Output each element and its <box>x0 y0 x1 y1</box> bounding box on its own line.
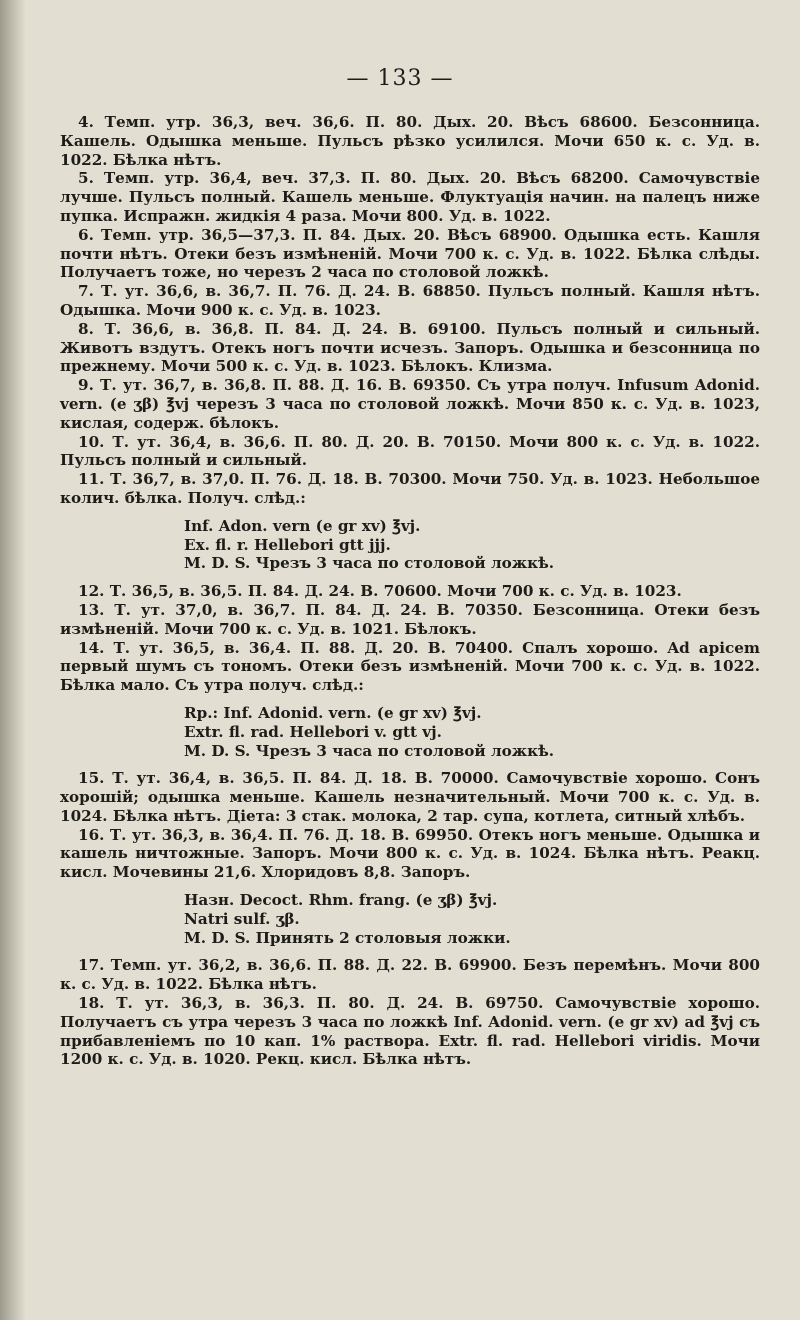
entry-4: 4. Темп. утр. 36,3, веч. 36,6. П. 80. Дых. 20. Вѣсъ 68600. Безсонница. Кашель. Одышка меньше. Пульсъ рѣзко усилился. Мочи 650 к. с. Уд. в. 1022. Бѣлка нѣтъ. <box>60 113 760 169</box>
prescription-2-line-1: Rp.: Inf. Adonid. vern. (e gr xv) ℥vj. <box>184 703 482 722</box>
entry-18: 18. Т. ут. 36,3, в. 36,3. П. 80. Д. 24. В. 69750. Самочувствіе хорошо. Получаетъ съ утра черезъ 3 часа по ложкѣ Inf. Adonid. vern. (e gr xv) ad ℥vj съ прибавленіемъ по 10 кап. 1% раствора. Extr. fl. rad. Hellebori viridis. Мочи 1200 к. с. Уд. в. 1020. Рекц. кисл. Бѣлка нѣтъ. <box>60 994 760 1069</box>
page-body <box>60 113 760 1069</box>
entry-13: 13. Т. ут. 37,0, в. 36,7. П. 84. Д. 24. В. 70350. Безсонница. Отеки безъ измѣненій. Мочи 700 к. с. Уд. в. 1021. Бѣлокъ. <box>60 600 760 638</box>
entry-8: 8. Т. 36,6, в. 36,8. П. 84. Д. 24. В. 69100. Пульсъ полный и сильный. Животъ вздутъ. Отекъ ногъ почти исчезъ. Запоръ. Одышка и безсонница по прежнему. Мочи 500 к. с. Уд. в. 1023. Бѣлокъ. Клизма. <box>60 319 760 376</box>
prescription-2-line-2: Extr. fl. rad. Hellebori v. gtt vj. <box>184 722 442 741</box>
prescription-2-line-3: M. D. S. Чрезъ 3 часа по столовой ложкѣ. <box>184 741 555 760</box>
page-number: — 133 — <box>346 66 454 91</box>
entry-12: 12. Т. 36,5, в. 36,5. П. 84. Д. 24. В. 70600. Мочи 700 к. с. Уд. в. 1023. <box>78 582 682 601</box>
prescription-3-line-3: M. D. S. Принять 2 столовыя ложки. <box>184 928 511 947</box>
entry-11: 11. Т. 36,7, в. 37,0. П. 76. Д. 18. В. 70300. Мочи 750. Уд. в. 1023. Небольшое колич. бѣлка. Получ. слѣд.: <box>60 470 760 507</box>
entry-15: 15. Т. ут. 36,4, в. 36,5. П. 84. Д. 18. В. 70000. Самочувствіе хорошо. Сонъ хорошій; одышка меньше. Кашель незначительный. Мочи 700 к. с. Уд. в. 1024. Бѣлка нѣтъ. Діета: 3 стак. молока, 2 тар. супа, котлета, ситный хлѣбъ. <box>60 769 760 825</box>
page-spine-shadow <box>0 0 26 1320</box>
entry-10: 10. Т. ут. 36,4, в. 36,6. П. 80. Д. 20. В. 70150. Мочи 800 к. с. Уд. в. 1022. Пульсъ полный и сильный. <box>60 432 760 470</box>
prescription-1-line-2: Ex. fl. r. Hellebori gtt jjj. <box>184 535 391 554</box>
prescription-1-line-1: Inf. Adon. vern (e gr xv) ℥vj. <box>184 516 421 535</box>
entry-5: 5. Темп. утр. 36,4, веч. 37,3. П. 80. Дых. 20. Вѣсъ 68200. Самочувствіе лучше. Пульсъ полный. Кашель меньше. Флуктуація начин. на палецъ ниже пупка. Испражн. жидкія 4 раза. Мочи 800. Уд. в. 1022. <box>60 169 760 225</box>
prescription-1-line-3: M. D. S. Чрезъ 3 часа по столовой ложкѣ. <box>184 554 555 573</box>
prescription-3-line-1: Назн. Decoct. Rhm. frang. (e ʒβ) ℥vj. <box>184 891 498 910</box>
prescription-3-line-2: Natri sulf. ʒβ. <box>184 909 300 928</box>
entry-6: 6. Темп. утр. 36,5—37,3. П. 84. Дых. 20. Вѣсъ 68900. Одышка есть. Кашля почти нѣтъ. Отеки безъ измѣненій. Мочи 700 к. с. Уд. в. 1022. Бѣлка слѣды. Получаетъ тоже, но черезъ 2 часа по столовой ложкѣ. <box>60 225 760 282</box>
entry-17: 17. Темп. ут. 36,2, в. 36,6. П. 88. Д. 22. В. 69900. Безъ перемѣнъ. Мочи 800 к. с. Уд. в. 1022. Бѣлка нѣтъ. <box>60 956 760 994</box>
entry-9: 9. Т. ут. 36,7, в. 36,8. П. 88. Д. 16. В. 69350. Съ утра получ. Infusum Adonid. vern. (e ʒβ) ℥vj черезъ 3 часа по столовой ложкѣ. Мочи 850 к. с. Уд. в. 1023, кислая, содерж. бѣлокъ. <box>60 376 760 432</box>
entry-7: 7. Т. ут. 36,6, в. 36,7. П. 76. Д. 24. В. 68850. Пульсъ полный. Кашля нѣтъ. Одышка. Мочи 900 к. с. Уд. в. 1023. <box>60 282 760 319</box>
entry-14: 14. Т. ут. 36,5, в. 36,4. П. 88. Д. 20. В. 70400. Спалъ хорошо. Ad apicem первый шумъ съ тономъ. Отеки безъ измѣненій. Мочи 700 к. с. Уд. в. 1022. Бѣлка мало. Съ утра получ. слѣд.: <box>60 638 760 695</box>
entry-16: 16. Т. ут. 36,3, в. 36,4. П. 76. Д. 18. В. 69950. Отекъ ногъ меньше. Одышка и кашель ничтожные. Запоръ. Мочи 800 к. с. Уд. в. 1024. Бѣлка нѣтъ. Реакц. кисл. Мочевины 21,6. Хлоридовъ 8,8. Запоръ. <box>60 825 760 882</box>
